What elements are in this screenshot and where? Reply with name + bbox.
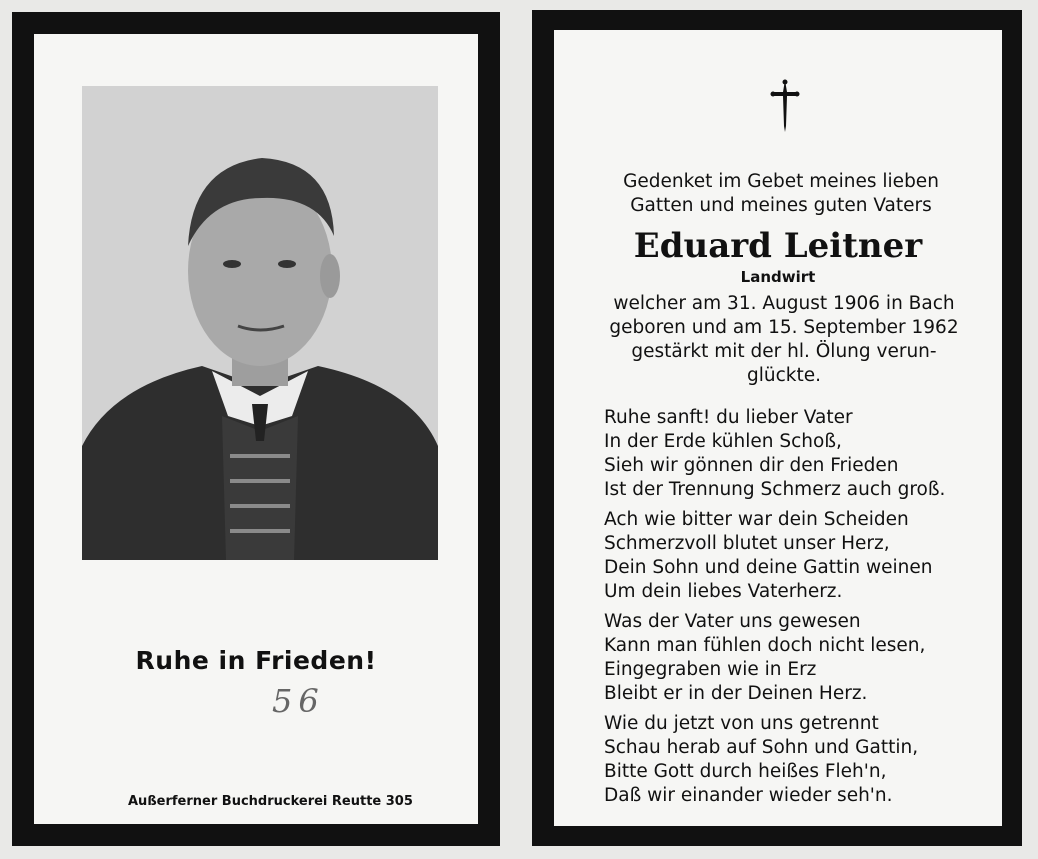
poem-line: Schau herab auf Sohn und Gattin, bbox=[604, 737, 919, 758]
poem-line: Daß wir einander wieder seh'n. bbox=[604, 785, 893, 806]
occupation: Landwirt bbox=[740, 268, 816, 286]
right-card-paper bbox=[554, 30, 1002, 826]
poem-line: Kann man fühlen doch nicht lesen, bbox=[604, 635, 926, 656]
left-card-paper bbox=[34, 34, 478, 824]
printer-imprint: Außerferner Buchdruckerei Reutte 305 bbox=[128, 794, 413, 809]
closing-text: Ruhe in Frieden! bbox=[135, 646, 377, 675]
poem-stanza bbox=[604, 508, 984, 604]
poem-line: Sieh wir gönnen dir den Frieden bbox=[604, 455, 899, 476]
poem-line: Ach wie bitter war dein Scheiden bbox=[604, 509, 909, 530]
poem-line: Schmerzvoll blutet unser Herz, bbox=[604, 533, 890, 554]
poem-line: Eingegraben wie in Erz bbox=[604, 659, 817, 680]
intro-text bbox=[588, 170, 974, 218]
poem-line: Ruhe sanft! du lieber Vater bbox=[604, 407, 853, 428]
handwritten-note: 56 bbox=[272, 682, 325, 720]
poem-line: Bitte Gott durch heißes Fleh'n, bbox=[604, 761, 887, 782]
bio-line: geboren und am 15. September 1962 bbox=[609, 317, 959, 338]
intro-line: Gedenket im Gebet meines lieben bbox=[623, 171, 939, 192]
bio-line: welcher am 31. August 1906 in Bach bbox=[613, 293, 955, 314]
cross-icon bbox=[770, 78, 800, 134]
poem-line: Ist der Trennung Schmerz auch groß. bbox=[604, 479, 946, 500]
poem-line: Um dein liebes Vaterherz. bbox=[604, 581, 843, 602]
bio-line: gestärkt mit der hl. Ölung verun- bbox=[631, 341, 937, 362]
portrait-photo bbox=[82, 86, 438, 560]
poem-stanza bbox=[604, 712, 984, 808]
poem-stanza bbox=[604, 406, 984, 502]
biography bbox=[594, 292, 974, 388]
bio-line: glückte. bbox=[746, 365, 821, 386]
poem-stanza bbox=[604, 610, 984, 706]
poem-line: Bleibt er in der Deinen Herz. bbox=[604, 683, 868, 704]
left-card bbox=[12, 12, 500, 846]
intro-line: Gatten und meines guten Vaters bbox=[630, 195, 932, 216]
poem-line: Dein Sohn und deine Gattin weinen bbox=[604, 557, 933, 578]
right-card bbox=[532, 10, 1022, 846]
deceased-name: Eduard Leitner bbox=[633, 226, 923, 266]
poem-line: In der Erde kühlen Schoß, bbox=[604, 431, 842, 452]
poem-line: Was der Vater uns gewesen bbox=[604, 611, 861, 632]
poem-line: Wie du jetzt von uns getrennt bbox=[604, 713, 879, 734]
memorial-poem bbox=[604, 406, 984, 814]
